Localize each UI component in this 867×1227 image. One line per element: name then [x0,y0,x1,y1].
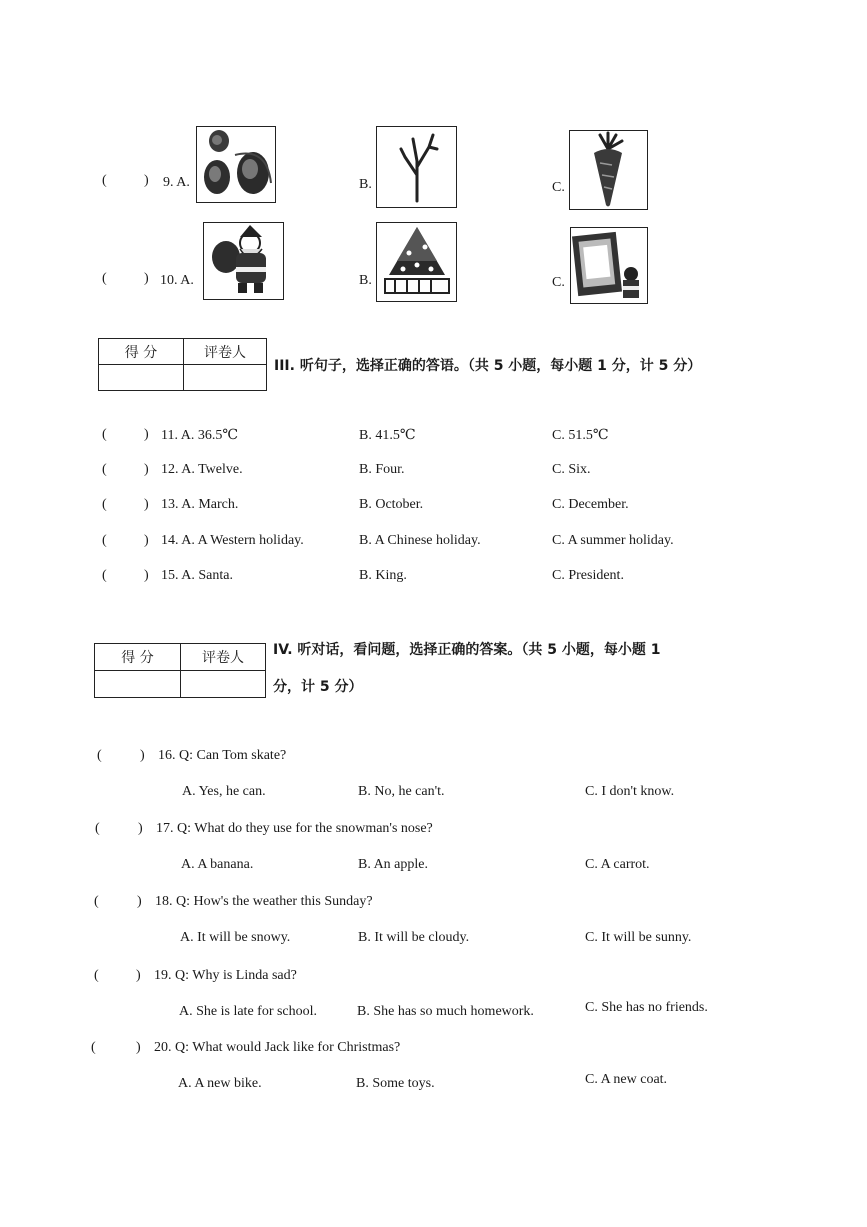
options-row [0,930,867,952]
option-c: C. A summer holiday. [552,533,674,548]
option-b: B. No, he can't. [358,784,445,799]
answer-paren-open[interactable]: ( [102,427,107,442]
answer-paren-close: ) [144,497,149,512]
answer-paren-close: ) [144,533,149,548]
answer-paren-close: ) [138,821,143,836]
answer-paren-open[interactable]: ( [102,173,107,188]
option-c: C. She has no friends. [585,1000,708,1015]
question-row [0,427,867,449]
question-row [0,1040,867,1062]
answer-paren-open[interactable]: ( [94,968,99,983]
option-c: C. 51.5℃ [552,428,609,443]
grader-label: 评卷人 [181,644,266,671]
question-row [0,968,867,990]
section-4-title-line-2: 分，计 5 分） [273,679,363,695]
answer-paren-open[interactable]: ( [94,894,99,909]
question-row [0,821,867,843]
option-a: A. It will be snowy. [180,930,291,945]
options-row [0,1000,867,1026]
option-c: C. I don't know. [585,784,675,799]
question-text: 16. Q: Can Tom skate? [158,748,287,763]
answer-paren-open[interactable]: ( [102,568,107,583]
option-b-label: B. [359,273,372,288]
score-cell[interactable] [99,365,184,391]
answer-paren-open[interactable]: ( [102,497,107,512]
answer-paren-open[interactable]: ( [102,533,107,548]
option-b: B. Some toys. [356,1076,435,1091]
question-row [0,497,867,519]
option-c: C. President. [552,568,624,583]
option-b: B. October. [359,497,424,512]
answer-paren-open[interactable]: ( [102,271,107,286]
answer-paren-open[interactable]: ( [95,821,100,836]
option-a: 15. A. Santa. [161,568,233,583]
grader-cell[interactable] [181,671,266,698]
santa-icon [203,222,284,300]
answer-paren-open[interactable]: ( [91,1040,96,1055]
answer-paren-close: ) [137,894,142,909]
question-row [0,894,867,916]
score-label: 得 分 [95,644,181,671]
option-c: C. December. [552,497,629,512]
grader-label: 评卷人 [184,339,267,365]
option-c: C. A carrot. [585,857,650,872]
question-text: 17. Q: What do they use for the snowman's nose? [156,821,433,836]
option-b: B. 41.5℃ [359,428,416,443]
answer-paren-close: ) [144,462,149,477]
grader-cell[interactable] [184,365,267,391]
score-table-section-3 [98,338,267,391]
question-number: 10. A. [160,273,194,288]
question-row [0,462,867,484]
score-cell[interactable] [95,671,181,698]
option-b: B. She has so much homework. [357,1004,534,1019]
answer-paren-close: ) [144,271,149,286]
option-a: A. She is late for school. [179,1004,318,1019]
question-row [0,568,867,590]
rocks-icon [196,126,276,203]
options-row [0,784,867,806]
question-text: 20. Q: What would Jack like for Christmas? [154,1040,401,1055]
answer-paren-open[interactable]: ( [102,462,107,477]
answer-paren-close: ) [140,748,145,763]
option-a: A. A banana. [181,857,254,872]
option-c: C. It will be sunny. [585,930,692,945]
answer-paren-close: ) [144,173,149,188]
option-c-label: C. [552,180,565,195]
option-b: B. An apple. [358,857,428,872]
option-b: B. King. [359,568,407,583]
option-c: C. Six. [552,462,591,477]
christmas-card-icon [570,227,648,304]
answer-paren-close: ) [136,1040,141,1055]
option-a: 11. A. 36.5℃ [161,428,238,443]
question-text: 19. Q: Why is Linda sad? [154,968,297,983]
option-a: 13. A. March. [161,497,239,512]
options-row [0,857,867,879]
option-a: 14. A. A Western holiday. [161,533,304,548]
question-number: 9. A. [163,175,190,190]
option-a: A. A new bike. [178,1076,262,1091]
carrot-icon [569,130,648,210]
question-row [0,533,867,555]
option-a: A. Yes, he can. [182,784,266,799]
section-3-title: III. 听句子，选择正确的答语。（共 5 小题，每小题 1 分，计 5 分） [274,358,702,374]
question-row [0,748,867,770]
question-text: 18. Q: How's the weather this Sunday? [155,894,373,909]
christmas-tree-icon [376,222,457,302]
answer-paren-close: ) [136,968,141,983]
section-4-title-line-1: IV. 听对话，看问题，选择正确的答案。（共 5 小题，每小题 1 [273,642,661,658]
score-label: 得 分 [99,339,184,365]
bare-twig-icon [376,126,457,208]
answer-paren-open[interactable]: ( [97,748,102,763]
option-b: B. Four. [359,462,405,477]
option-b: B. A Chinese holiday. [359,533,481,548]
answer-paren-close: ) [144,568,149,583]
option-c: C. A new coat. [585,1072,668,1087]
option-a: 12. A. Twelve. [161,462,243,477]
option-b-label: B. [359,177,372,192]
answer-paren-close: ) [144,427,149,442]
option-c-label: C. [552,275,565,290]
option-b: B. It will be cloudy. [358,930,470,945]
options-row [0,1072,867,1098]
score-table-section-4 [94,643,266,698]
